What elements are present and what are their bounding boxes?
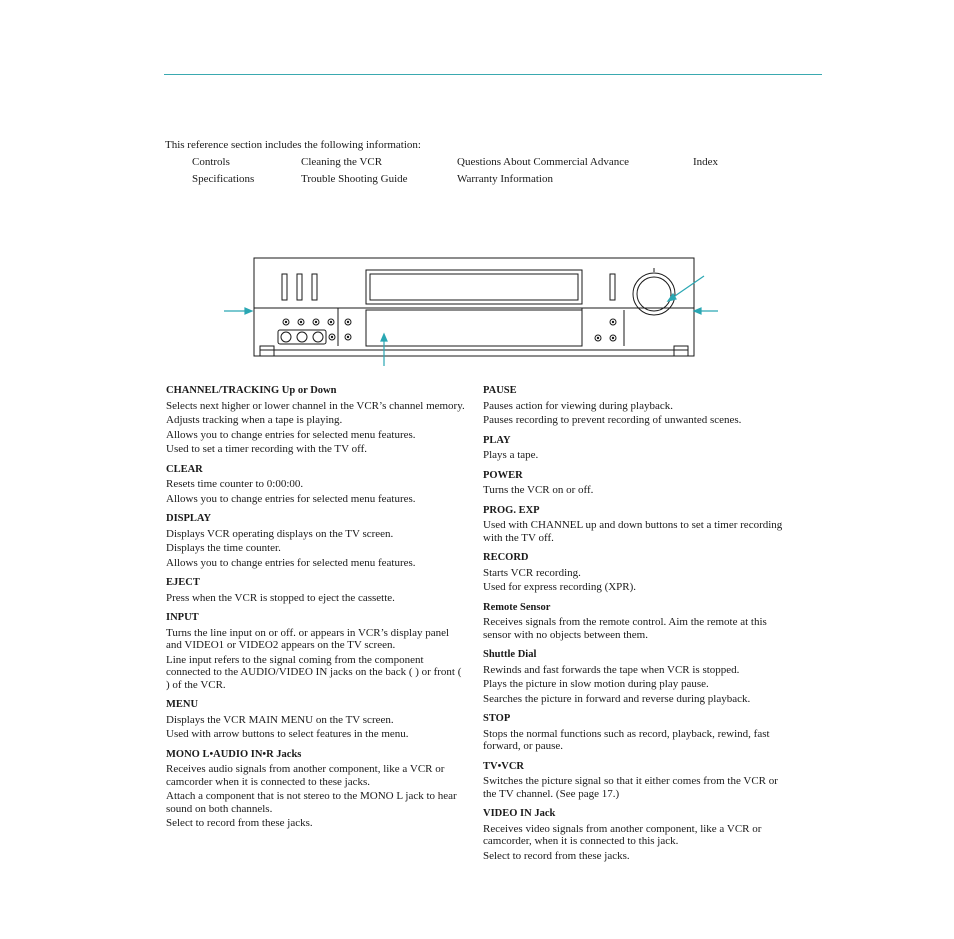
control-heading: TV•VCR [483, 760, 525, 772]
toc-warranty[interactable]: Warranty Information [457, 173, 553, 185]
control-description: Plays a tape. [483, 449, 539, 461]
toc-questions[interactable]: Questions About Commercial Advance [457, 156, 629, 168]
control-description: Receives video signals from another component, like a VCR or camcorder, when it is connected to this jack. [483, 822, 762, 847]
header-rule [164, 74, 822, 75]
cassette-door [366, 270, 582, 304]
control-description: Press when the VCR is stopped to eject the cassette. [166, 591, 395, 604]
control-description: Displays the time counter. [166, 542, 281, 554]
control-heading: CLEAR [166, 463, 203, 475]
control-heading: Shuttle Dial [483, 649, 537, 660]
control-description: Receives signals from the remote control. Aim the remote at this sensor with no objects between them. [483, 616, 767, 641]
toc-controls[interactable]: Controls [192, 156, 230, 168]
control-description: Used with arrow buttons to select features in the menu. [166, 728, 409, 740]
vcr-front-panel-diagram [220, 250, 720, 370]
control-entry [483, 761, 783, 801]
control-entry [166, 699, 466, 741]
control-description: Used to set a timer recording with the TV off. [166, 443, 368, 455]
control-entry [483, 435, 783, 462]
control-entry [483, 552, 783, 594]
right-column [483, 385, 783, 870]
control-entry [166, 749, 466, 830]
control-description: Selects next higher or lower channel in the VCR’s channel memory. [166, 399, 465, 412]
control-entry [483, 808, 783, 862]
intro-text: This reference section includes the following information: [165, 139, 421, 151]
shuttle-dial [633, 273, 675, 315]
stop-button [297, 274, 302, 300]
control-description: Select to record from these jacks. [166, 817, 313, 829]
control-description: Adjusts tracking when a tape is playing. [166, 414, 343, 426]
control-description: Allows you to change entries for selected menu features. [166, 428, 416, 441]
control-description: Turns the line input on or off. or appears in VCR’s display panel and VIDEO1 or VIDEO2 appears on the TV screen. [166, 626, 450, 651]
control-heading: PLAY [483, 434, 511, 446]
control-entry [483, 505, 783, 545]
control-heading: PAUSE [483, 385, 517, 396]
control-entry [166, 577, 466, 604]
control-heading: CHANNEL/TRACKING Up or Down [166, 385, 337, 396]
control-description: Attach a component that is not stereo to the MONO L jack to hear sound on both channels. [166, 790, 457, 815]
control-description: Select to record from these jacks. [483, 849, 630, 862]
control-entry [166, 385, 466, 456]
control-entry [166, 612, 466, 691]
control-heading: MONO L•AUDIO IN•R Jacks [166, 748, 302, 760]
toc-specifications[interactable]: Specifications [192, 173, 255, 185]
control-description: Displays the VCR MAIN MENU on the TV screen. [166, 713, 394, 726]
control-description: Used with CHANNEL up and down buttons to set a timer recording with the TV off. [483, 519, 783, 544]
control-description: Switches the picture signal so that it either comes from the VCR or the TV channel. (See page 17.) [483, 775, 778, 800]
control-description: Stops the normal functions such as record, playback, rewind, fast forward, or pause. [483, 727, 770, 752]
control-entry [483, 649, 783, 705]
control-heading: STOP [483, 713, 511, 724]
control-entry [483, 470, 783, 497]
control-heading: EJECT [166, 577, 200, 588]
control-heading: RECORD [483, 552, 529, 563]
control-entry [166, 464, 466, 506]
control-description: Resets time counter to 0:00:00. [166, 478, 304, 490]
control-heading: DISPLAY [166, 513, 212, 524]
power-button [610, 274, 615, 300]
control-description: Searches the picture in forward and reverse during playback. [483, 692, 751, 705]
toc-index[interactable]: Index [693, 156, 719, 168]
toc-troubleshooting[interactable]: Trouble Shooting Guide [301, 173, 408, 185]
control-description: Used for express recording (XPR). [483, 581, 637, 593]
control-description: Displays VCR operating displays on the TV screen. [166, 527, 394, 540]
control-entry [483, 385, 783, 427]
control-heading: Remote Sensor [483, 601, 551, 613]
control-description: Pauses action for viewing during playback. [483, 399, 674, 412]
left-column [166, 385, 466, 838]
toc-cleaning[interactable]: Cleaning the VCR [301, 156, 383, 168]
control-description: Allows you to change entries for selected menu features. [166, 492, 416, 505]
control-description: Starts VCR recording. [483, 566, 581, 579]
control-description: Rewinds and fast forwards the tape when VCR is stopped. [483, 663, 740, 676]
control-entry [483, 602, 783, 642]
control-heading: INPUT [166, 612, 199, 623]
control-description: Line input refers to the signal coming from the component connected to the AUDIO/VIDEO IN jacks on the back ( ) or front ( ) of the VCR. [166, 653, 462, 691]
control-heading: VIDEO IN Jack [483, 808, 556, 819]
control-entry [483, 713, 783, 753]
display-panel [366, 310, 582, 346]
control-heading: PROG. EXP [483, 504, 540, 516]
control-description: Pauses recording to prevent recording of unwanted scenes. [483, 414, 742, 426]
control-description: Receives audio signals from another component, like a VCR or camcorder when it is connected to these jacks. [166, 763, 445, 788]
control-description: Plays the picture in slow motion during play pause. [483, 678, 709, 690]
control-entry [166, 513, 466, 569]
control-description: Allows you to change entries for selected menu features. [166, 556, 416, 569]
control-description: Turns the VCR on or off. [483, 484, 594, 496]
control-heading: MENU [166, 699, 199, 710]
play-button [312, 274, 317, 300]
eject-button [282, 274, 287, 300]
control-heading: POWER [483, 469, 523, 481]
